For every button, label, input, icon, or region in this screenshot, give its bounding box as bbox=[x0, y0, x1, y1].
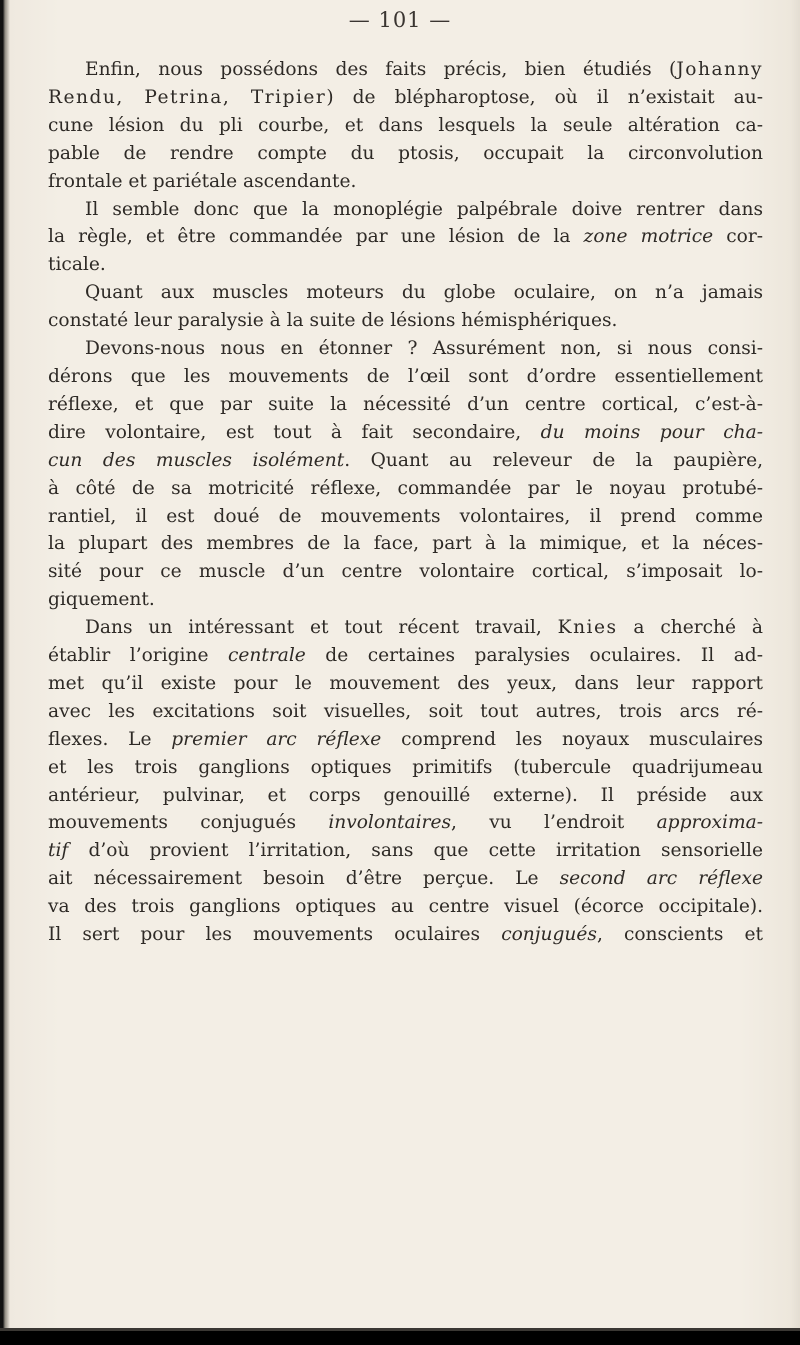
text-segment: giquement. bbox=[48, 589, 155, 611]
text-line bbox=[48, 279, 763, 307]
text-line bbox=[48, 335, 763, 363]
text-segment: flexes. Le bbox=[48, 728, 172, 750]
text-segment: et les trois ganglions optiques primitifs (tubercule quadrijumeau bbox=[48, 756, 763, 778]
text-line bbox=[48, 865, 763, 893]
text-segment: établir l’origine bbox=[48, 645, 228, 667]
text-line bbox=[48, 530, 763, 558]
author-name: Knies bbox=[557, 617, 618, 639]
text-segment: ait nécessairement besoin d’être perçue. Le bbox=[48, 868, 560, 890]
text-line bbox=[48, 754, 763, 782]
author-name: Rendu, Petrina, Tripier bbox=[48, 86, 327, 108]
text-segment: pable de rendre compte du ptosis, occupait la circonvolution bbox=[48, 142, 763, 164]
italic-phrase: conjugués bbox=[501, 924, 597, 946]
body-text bbox=[48, 56, 763, 949]
text-line bbox=[48, 140, 763, 168]
text-segment: Enfin, nous possédons des faits précis, bien étudiés ( bbox=[85, 59, 677, 80]
italic-phrase: tif bbox=[48, 840, 69, 862]
text-line bbox=[48, 447, 763, 475]
text-line bbox=[48, 503, 763, 531]
text-line bbox=[48, 921, 763, 949]
text-segment: antérieur, pulvinar, et corps genouillé externe). Il préside aux bbox=[48, 784, 763, 806]
text-segment: mouvements conjugués bbox=[48, 812, 329, 834]
text-segment: rantiel, il est doué de mouvements volontaires, il prend comme bbox=[48, 505, 763, 527]
text-line bbox=[48, 558, 763, 586]
text-segment: ticale. bbox=[48, 254, 106, 276]
text-segment: dérons que les mouvements de l’œil sont d’ordre essentiellement bbox=[48, 365, 763, 387]
text-segment: cune lésion du pli courbe, et dans lesquels la seule altération ca- bbox=[48, 114, 763, 136]
text-segment: , conscients et bbox=[596, 924, 764, 946]
page-spine-shadow bbox=[0, 0, 3, 1345]
text-line bbox=[48, 391, 763, 419]
text-line bbox=[48, 56, 763, 84]
text-line bbox=[48, 307, 763, 335]
text-segment: . Quant au releveur de la paupière, bbox=[344, 449, 763, 471]
text-segment: constaté leur paralysie à la suite de lésions hémisphériques. bbox=[48, 310, 618, 332]
text-segment: dire volontaire, est tout à fait secondaire, bbox=[48, 421, 541, 443]
text-line bbox=[48, 84, 763, 112]
text-segment: Il semble donc que la monoplégie palpébrale doive rentrer dans bbox=[85, 198, 763, 220]
italic-phrase: zone motrice bbox=[583, 226, 714, 248]
italic-phrase: du moins pour cha- bbox=[540, 421, 763, 443]
text-line bbox=[48, 670, 763, 698]
text-segment: , vu l’endroit bbox=[451, 812, 657, 834]
text-segment: cor- bbox=[713, 226, 763, 248]
text-line bbox=[48, 196, 763, 224]
text-line bbox=[48, 698, 763, 726]
text-segment: avec les excitations soit visuelles, soit tout autres, trois arcs ré- bbox=[48, 700, 763, 722]
author-name: Johanny bbox=[676, 59, 763, 80]
text-segment: la plupart des membres de la face, part à la mimique, et la néces- bbox=[48, 533, 763, 555]
text-line bbox=[48, 893, 763, 921]
italic-phrase: centrale bbox=[227, 645, 306, 667]
italic-phrase: second arc réflexe bbox=[559, 868, 763, 890]
text-segment: Il sert pour les mouvements oculaires bbox=[48, 924, 502, 946]
text-line bbox=[48, 642, 763, 670]
text-line bbox=[48, 586, 763, 614]
italic-phrase: approxima- bbox=[656, 812, 763, 834]
text-line bbox=[48, 475, 763, 503]
text-line bbox=[48, 223, 763, 251]
text-segment: réflexe, et que par suite la nécessité d’un centre cortical, c’est-à- bbox=[48, 393, 763, 415]
text-segment: de certaines paralysies oculaires. Il ad- bbox=[305, 645, 763, 667]
italic-phrase: premier arc réflexe bbox=[171, 728, 382, 750]
text-line bbox=[48, 837, 763, 865]
text-segment: Devons-nous nous en étonner ? Assurément non, si nous consi- bbox=[85, 338, 763, 360]
text-line bbox=[48, 809, 763, 837]
scan-bottom-edge bbox=[0, 1328, 800, 1345]
text-segment: d’où provient l’irritation, sans que cette irritation sensorielle bbox=[68, 840, 763, 862]
text-segment: met qu’il existe pour le mouvement des yeux, dans leur rapport bbox=[48, 672, 763, 694]
text-line bbox=[48, 614, 763, 642]
text-segment: va des trois ganglions optiques au centre visuel (écorce occipitale). bbox=[48, 896, 763, 918]
text-line bbox=[48, 112, 763, 140]
text-segment: la règle, et être commandée par une lésion de la bbox=[48, 226, 584, 248]
text-segment: Quant aux muscles moteurs du globe oculaire, on n’a jamais bbox=[85, 282, 763, 304]
text-line bbox=[48, 251, 763, 279]
text-line bbox=[48, 782, 763, 810]
text-line bbox=[48, 168, 763, 196]
text-line bbox=[48, 726, 763, 754]
text-segment: comprend les noyaux musculaires bbox=[381, 728, 764, 750]
italic-phrase: involontaires bbox=[328, 812, 451, 834]
text-segment: sité pour ce muscle d’un centre volontaire cortical, s’imposait lo- bbox=[48, 561, 763, 583]
page-number: — 101 — bbox=[348, 8, 452, 32]
text-segment: frontale et pariétale ascendante. bbox=[48, 170, 357, 192]
text-segment: ) de blépharoptose, où il n’existait au- bbox=[326, 86, 764, 108]
text-line bbox=[48, 363, 763, 391]
text-segment: Dans un intéressant et tout récent travail, bbox=[85, 617, 558, 639]
text-segment: à côté de sa motricité réflexe, commandée par le noyau protubé- bbox=[48, 477, 763, 499]
text-segment: a cherché à bbox=[617, 617, 763, 639]
text-line bbox=[48, 419, 763, 447]
italic-phrase: cun des muscles isolément bbox=[48, 449, 345, 471]
